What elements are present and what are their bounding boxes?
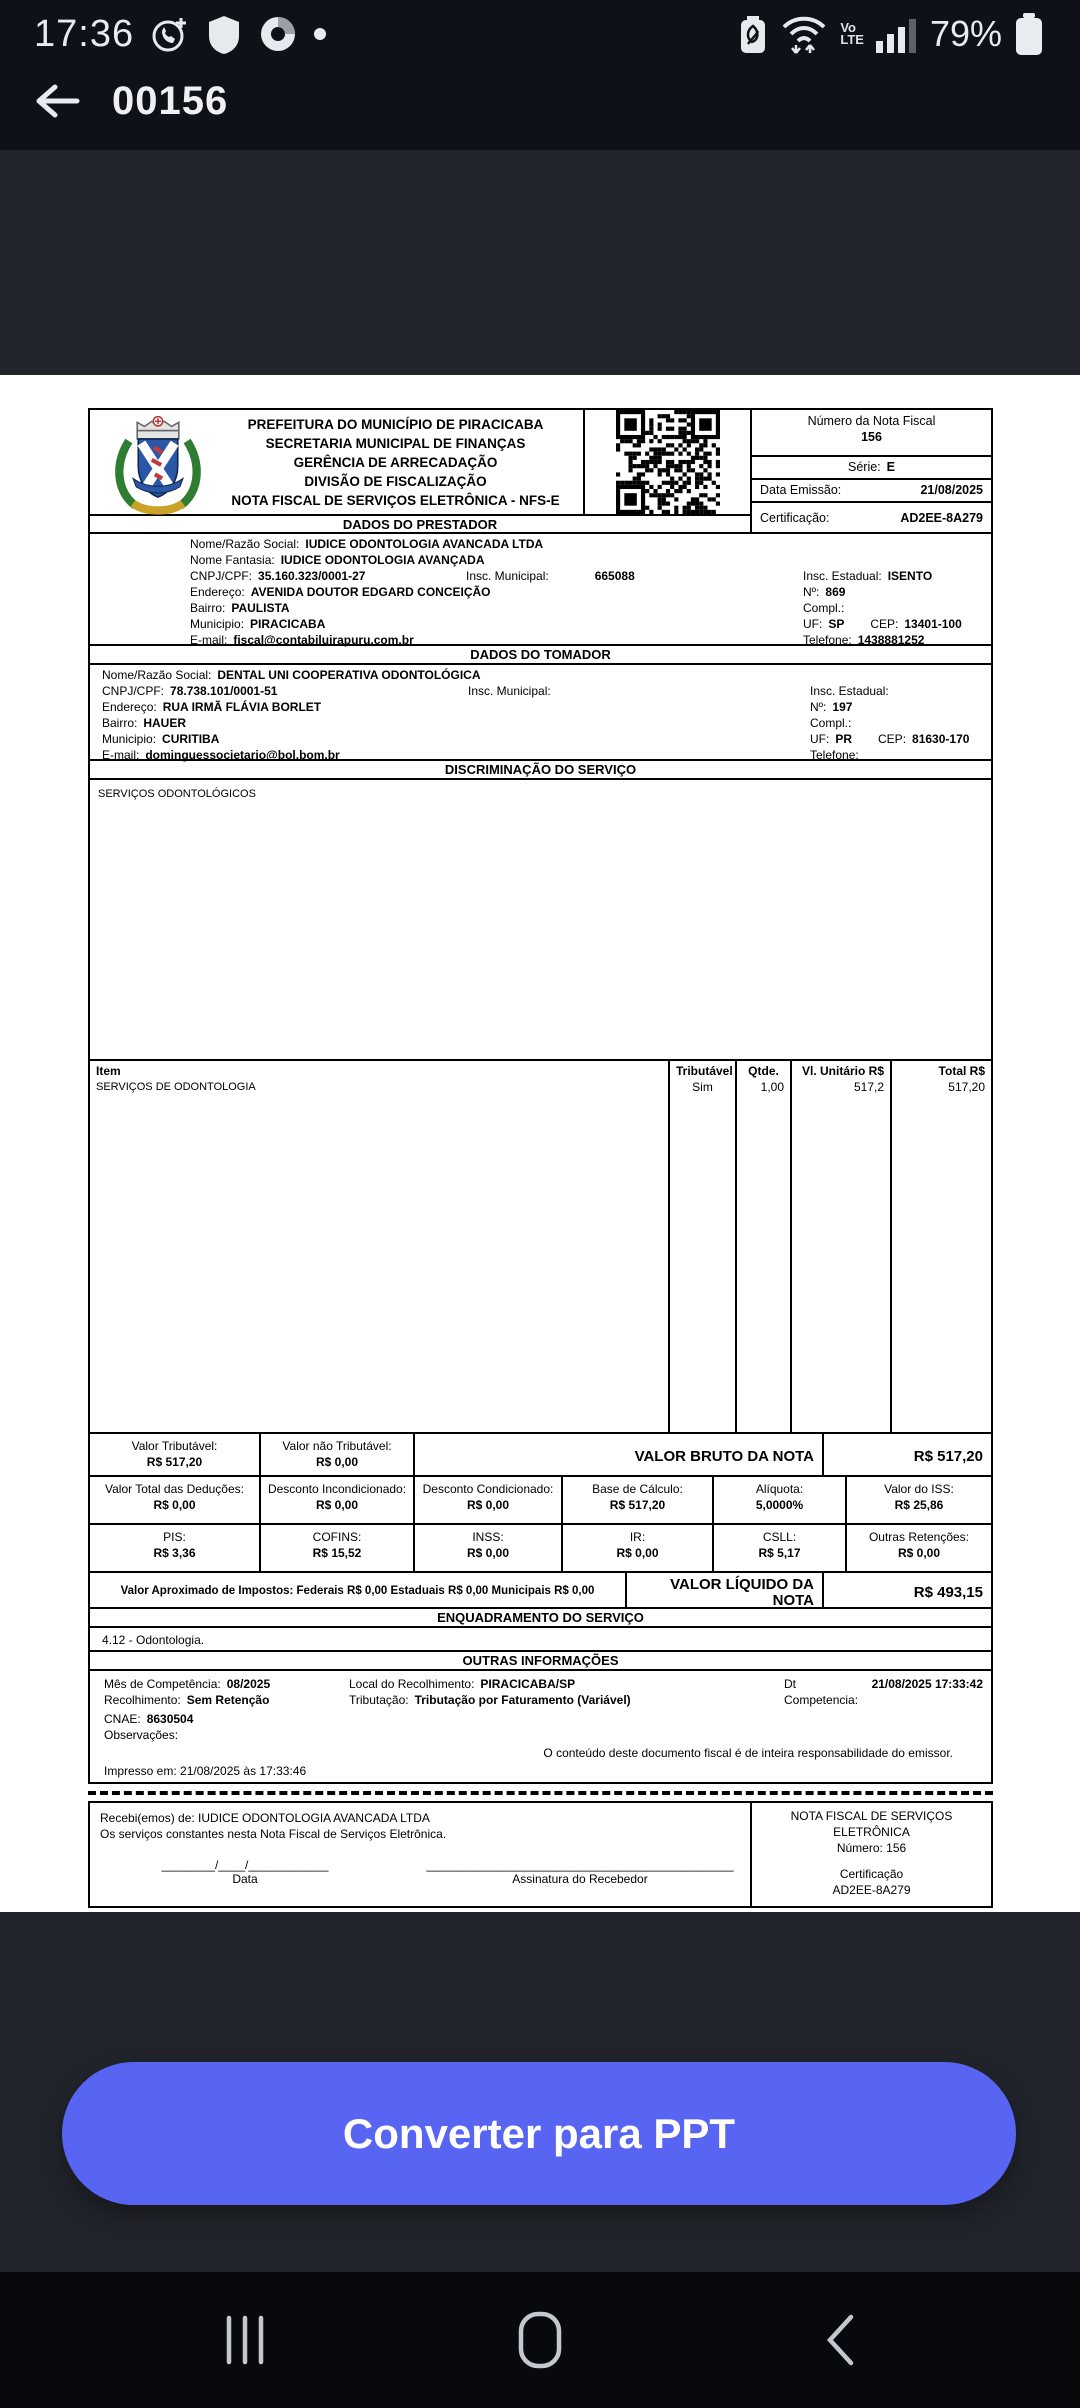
home-icon <box>516 2310 564 2370</box>
section-title-prestador: DADOS DO PRESTADOR <box>90 514 750 533</box>
section-title-outras: OUTRAS INFORMAÇÕES <box>88 1650 993 1671</box>
servicos-constantes: Os serviços constantes nesta Nota Fiscal de Serviços Eletrônica. <box>100 1827 447 1841</box>
col-header-qtde: Qtde. <box>748 1064 779 1078</box>
whatsapp-icon <box>148 12 192 56</box>
header-line: PREFEITURA DO MUNICÍPIO DE PIRACICABA <box>247 417 544 432</box>
assinatura-field: ______________________________________________ Assinatura do Recebedor <box>426 1858 734 1886</box>
recibo-numero: Número: 156 <box>836 1841 907 1855</box>
back-chevron-icon <box>823 2312 857 2368</box>
header-line: GERÊNCIA DE ARRECADAÇÃO <box>293 455 498 470</box>
doc-header <box>88 408 993 534</box>
outras-informacoes-box: Mês de Competência: 08/2025 Local do Recolhimento: PIRACICABA/SP Dt 21/08/2025 17:33:42 Recolhimento: Sem Retenção Tributação: Tributação por Faturamento (Variável) Competencia: CNAE: 8630504 Observações: O conteúdo deste documento fiscal é de inteira responsabilidade do emissor. Impresso em: 21/08/2025 às 17:33:46 <box>88 1669 993 1784</box>
valor-bruto-label: VALOR BRUTO DA NOTA <box>413 1434 822 1475</box>
recibo-box <box>88 1801 993 1908</box>
volte-indicator: Vo LTE <box>840 20 864 47</box>
item-cell: SERVIÇOS DE ODONTOLOGIA <box>96 1081 256 1093</box>
page-title: 00156 <box>112 78 229 123</box>
totais-liquido-row <box>88 1571 993 1609</box>
clock: 17:36 <box>34 12 135 55</box>
recibo-titulo: NOTA FISCAL DE SERVIÇOS ELETRÔNICA <box>790 1809 953 1839</box>
top-bar <box>0 0 1080 150</box>
impostos-aproximados: Valor Aproximado de Impostos: Federais R$ 0,00 Estaduais R$ 0,00 Municipais R$ 0,00 <box>120 1585 595 1597</box>
nota-fiscal-label: Número da Nota Fiscal <box>807 414 936 428</box>
itens-table <box>88 1059 993 1434</box>
cut-line <box>88 1791 993 1795</box>
data-emissao-row: Data Emissão: 21/08/2025 <box>752 480 991 503</box>
data-signature-field: ________/____/____________ Data <box>161 1858 329 1886</box>
header-line: SECRETARIA MUNICIPAL DE FINANÇAS <box>265 436 526 451</box>
tomador-box: Nome/Razão Social: DENTAL UNI COOPERATIVA ODONTOLÓGICA CNPJ/CPF: 78.738.101/0001-51 Insc. Municipal: Insc. Estadual: Endereço: RUA IRMÃ FLÁVIA BORLET Nº: 197 Bairro: HAUER Compl.: Municipio: CURITIBA UF: PR CEP: 81630-170 E-mail: dominguessocietario@bol.bom.br Telefone: <box>88 663 993 761</box>
section-title-enquadramento: ENQUADRAMENTO DO SERVIÇO <box>88 1607 993 1628</box>
back-button[interactable] <box>30 74 84 128</box>
city-coat-of-arms <box>106 416 210 516</box>
discriminacao-box: SERVIÇOS ODONTOLÓGICOS <box>88 778 993 1061</box>
home-button[interactable] <box>480 2272 600 2408</box>
enquadramento-box: 4.12 - Odontologia. <box>88 1626 993 1652</box>
col-header-tributavel: Tributável <box>676 1064 733 1078</box>
notification-dot-icon <box>314 28 326 40</box>
totais-deducoes-row: Valor Total das Deduções: R$ 0,00 Desconto Incondicionado: R$ 0,00 Desconto Condicionado: R$ 0,00 Base de Cálculo: R$ 517,20 Alíquota: 5,0000% Valor do ISS: R$ 25,86 <box>88 1475 993 1525</box>
nota-fiscal-numero: 156 <box>861 430 882 444</box>
valor-liquido-valor: R$ 493,15 <box>822 1573 991 1609</box>
recibo-cert: AD2EE-8A279 <box>832 1883 911 1897</box>
header-line: NOTA FISCAL DE SERVIÇOS ELETRÔNICA - NFS-E <box>231 493 560 508</box>
header-line: DIVISÃO DE FISCALIZAÇÃO <box>304 474 487 489</box>
signal-bars-icon <box>874 13 920 55</box>
serie-row: Série: E <box>752 457 991 480</box>
section-title-discriminacao: DISCRIMINAÇÃO DO SERVIÇO <box>88 759 993 780</box>
valor-bruto-valor: R$ 517,20 <box>822 1434 991 1475</box>
totais-retencoes-row: PIS: R$ 3,36 COFINS: R$ 15,52 INSS: R$ 0,00 IR: R$ 0,00 CSLL: R$ 5,17 Outras Retenções: R$ 0,00 <box>88 1523 993 1573</box>
recents-icon <box>219 2314 271 2366</box>
app-bar <box>0 62 1080 140</box>
status-bar <box>0 0 1080 62</box>
convert-to-ppt-button[interactable]: Converter para PPT <box>62 2062 1016 2205</box>
qtde-cell: 1,00 <box>760 1080 784 1094</box>
totais-bruto-row: Valor Tributável: R$ 517,20 Valor não Tributável: R$ 0,00 VALOR BRUTO DA NOTA R$ 517,20 <box>88 1432 993 1477</box>
back-nav-button[interactable] <box>780 2272 900 2408</box>
unitario-cell: 517,2 <box>853 1080 884 1094</box>
impresso-em: Impresso em: 21/08/2025 às 17:33:46 <box>104 1764 307 1778</box>
wifi-icon <box>778 11 830 57</box>
document-page <box>0 375 1080 1912</box>
battery-icon <box>1012 10 1046 58</box>
battery-percent: 79% <box>929 13 1002 54</box>
col-header-total: Total R$ <box>938 1064 985 1078</box>
prestador-box: Nome/Razão Social: IUDICE ODONTOLOGIA AVANCADA LTDA Nome Fantasia: IUDICE ODONTOLOGIA AVANÇADA CNPJ/CPF: 35.160.323/0001-27 Insc. Municipal: 665088 Insc. Estadual: ISENTO Endereço: AVENIDA DOUTOR EDGARD CONCEIÇÃO Nº: 869 Bairro: PAULISTA Compl.: Municipio: PIRACICABA UF: SP CEP: 13401-100 E-mail: fiscal@contabiluirapuru.com.br Telefone: 1438881252 <box>88 532 993 646</box>
tributavel-cell: Sim <box>692 1080 713 1094</box>
responsabilidade-emissor: O conteúdo deste documento fiscal é de inteira responsabilidade do emissor. <box>543 1746 953 1760</box>
col-header-item: Item <box>96 1064 121 1078</box>
nfse-document <box>88 408 993 1908</box>
qr-code <box>616 410 720 514</box>
recibo-cert-label: Certificação <box>839 1867 904 1881</box>
section-title-tomador: DADOS DO TOMADOR <box>88 644 993 665</box>
browser-icon <box>256 12 300 56</box>
recents-button[interactable] <box>185 2272 305 2408</box>
shield-icon <box>204 12 244 56</box>
valor-liquido-label: VALOR LÍQUIDO DA NOTA <box>625 1573 822 1609</box>
battery-saver-icon <box>738 12 768 56</box>
col-header-unitario: Vl. Unitário R$ <box>801 1064 884 1078</box>
back-arrow-icon <box>33 81 81 121</box>
certificacao-row: Certificação: AD2EE-8A279 <box>760 510 983 525</box>
recebi-de: Recebi(emos) de: IUDICE ODONTOLOGIA AVANCADA LTDA <box>100 1811 430 1825</box>
total-cell: 517,20 <box>948 1080 985 1094</box>
